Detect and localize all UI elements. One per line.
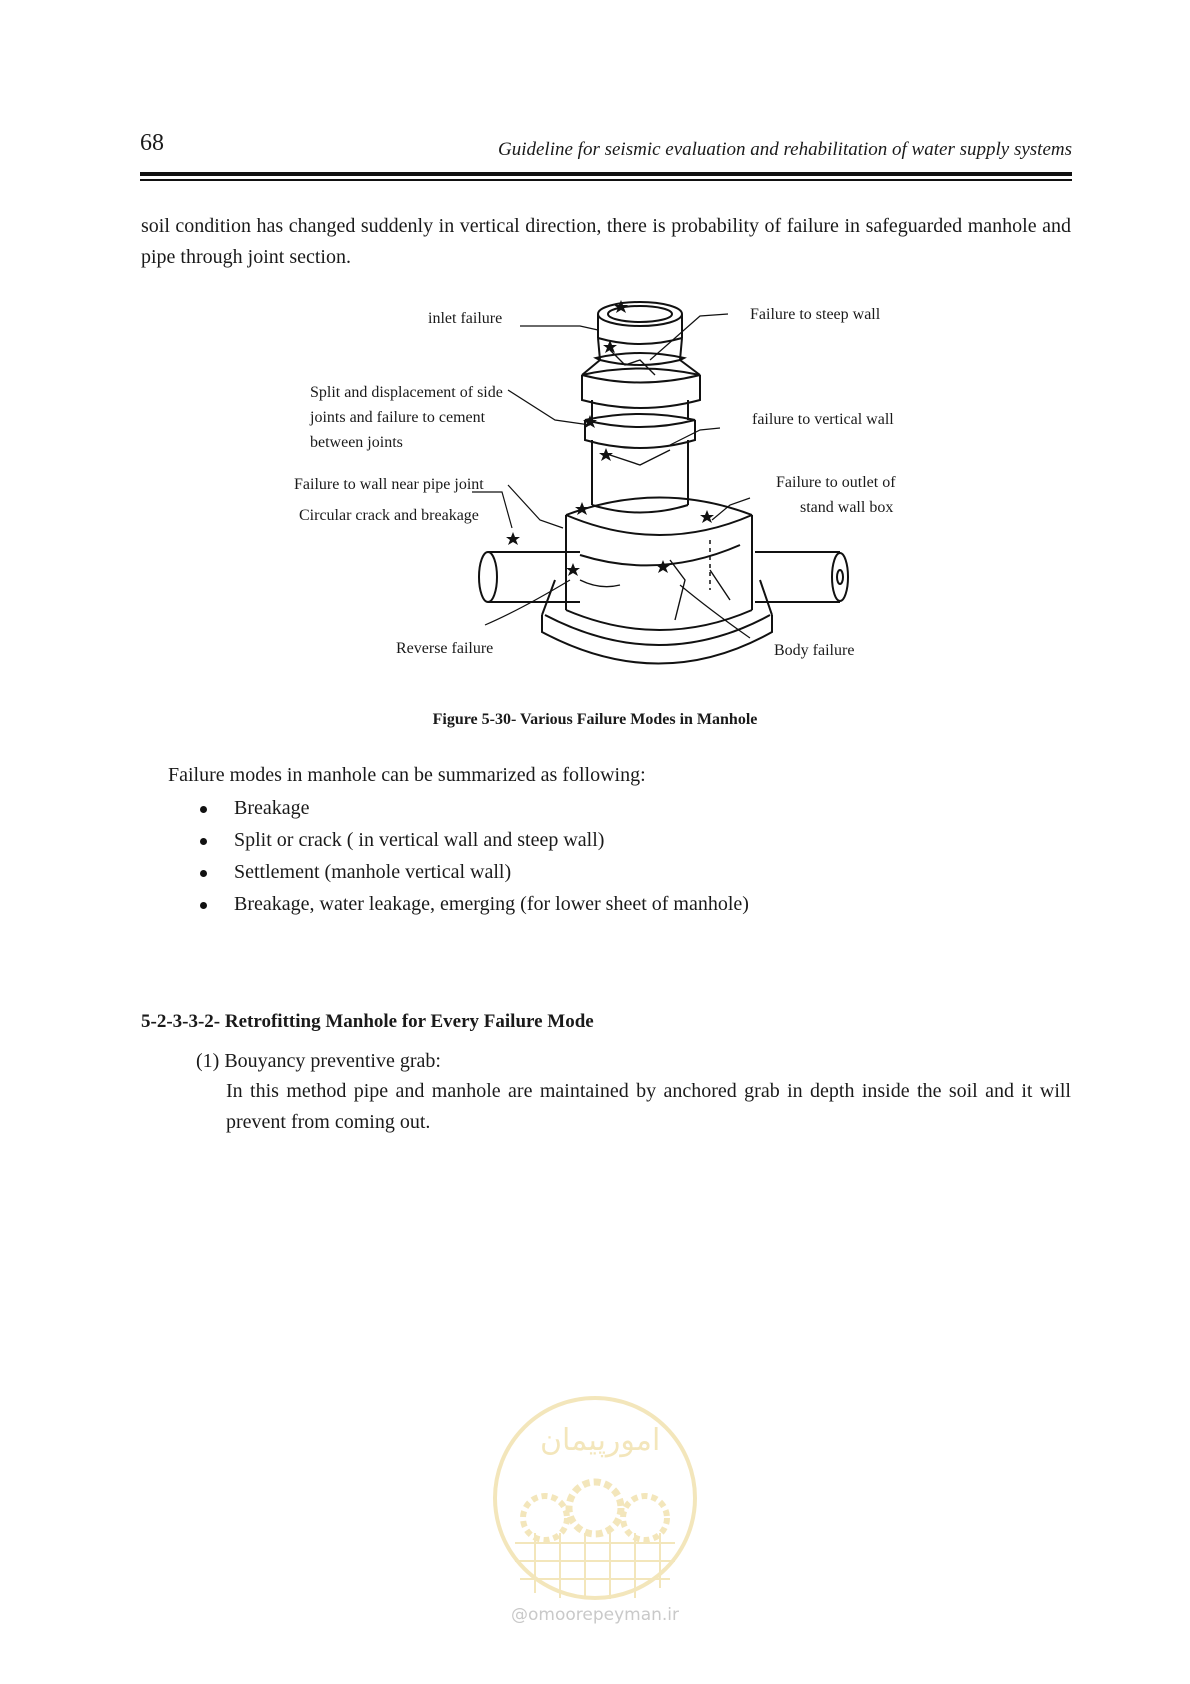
list-item: Breakage	[196, 792, 749, 824]
label-steep-wall: Failure to steep wall	[750, 306, 881, 323]
bullet-icon	[200, 838, 207, 845]
page-number: 68	[140, 130, 164, 156]
section-heading: 5-2-3-3-2- Retrofitting Manhole for Every Failure Mode	[141, 1011, 594, 1032]
manhole-failure-figure	[280, 280, 960, 680]
manhole-base	[542, 580, 772, 664]
label-split-line-3: between joints	[310, 434, 403, 451]
label-circular-crack: Circular crack and breakage	[299, 507, 479, 524]
label-split-line-1: Split and displacement of side	[310, 384, 503, 401]
outlet-pipe	[755, 552, 848, 602]
running-title: Guideline for seismic evaluation and rehabilitation of water supply systems	[498, 139, 1072, 160]
label-outlet-line-2: stand wall box	[800, 499, 894, 516]
watermark-logo-script: امورپیمان	[540, 1423, 661, 1458]
list-item: Breakage, water leakage, emerging (for lower sheet of manhole)	[196, 888, 749, 920]
section-paragraph: In this method pipe and manhole are maintained by anchored grab in depth inside the soil and it will prevent from coming out.	[226, 1080, 1071, 1133]
body-paragraph: soil condition has changed suddenly in vertical direction, there is probability of failure in safeguarded manhole and pipe through joint section.	[141, 215, 1071, 268]
label-body-failure: Body failure	[774, 642, 855, 659]
manhole-box	[566, 498, 752, 631]
list-item: Split or crack ( in vertical wall and steep wall)	[196, 824, 749, 856]
label-reverse-failure: Reverse failure	[396, 640, 494, 657]
crack-lines	[580, 350, 730, 620]
bullet-icon	[200, 902, 207, 909]
list-item: Settlement (manhole vertical wall)	[196, 856, 749, 888]
label-inlet-failure: inlet failure	[428, 310, 503, 327]
inlet-pipe	[479, 552, 580, 602]
label-split-line-2: joints and failure to cement	[310, 409, 486, 426]
label-vertical-wall: failure to vertical wall	[752, 411, 894, 428]
bullet-icon	[200, 806, 207, 813]
bullet-icon	[200, 870, 207, 877]
failure-mode-list	[196, 792, 749, 920]
label-outlet-line-1: Failure to outlet of	[776, 474, 896, 491]
section-subheading: (1) Bouyancy preventive grab:	[196, 1050, 441, 1072]
manhole-riser	[582, 302, 700, 513]
header-rule-thin	[140, 179, 1072, 181]
watermark-logo	[485, 1393, 705, 1653]
summary-intro: Failure modes in manhole can be summarized as following:	[168, 764, 646, 786]
figure-caption: Figure 5-30- Various Failure Modes in Manhole	[432, 711, 758, 728]
header-rule-thick	[140, 172, 1072, 176]
label-wall-near-joint: Failure to wall near pipe joint	[294, 476, 484, 493]
watermark-site: @omoorepeyman.ir	[510, 1605, 680, 1625]
